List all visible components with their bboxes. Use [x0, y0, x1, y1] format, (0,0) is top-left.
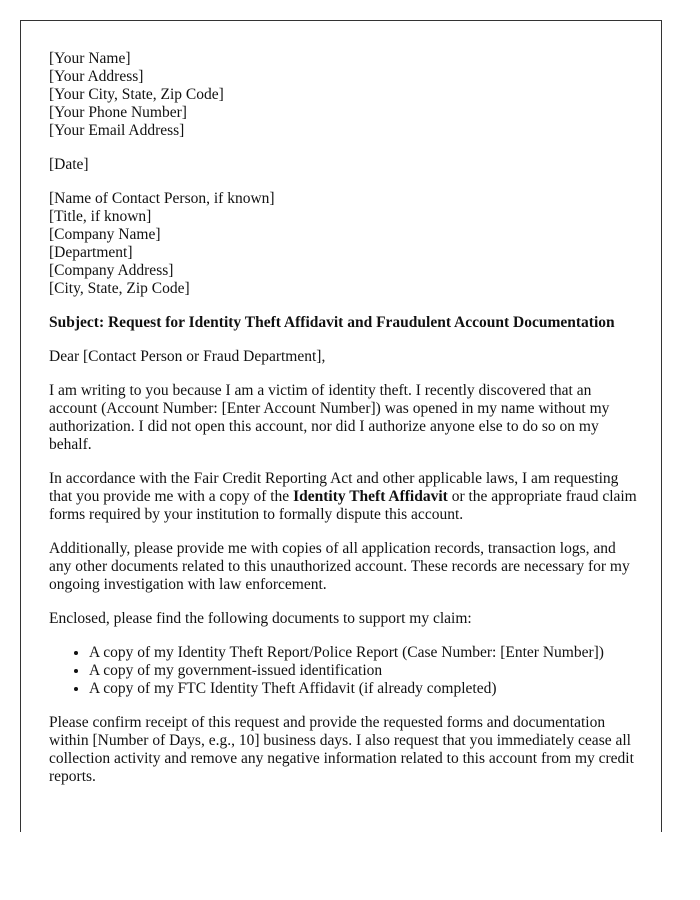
- sender-city: [Your City, State, Zip Code]: [49, 86, 224, 103]
- paragraph-enclosed-intro: Enclosed, please find the following documents to support my claim:: [49, 610, 472, 627]
- sender-email: [Your Email Address]: [49, 122, 185, 139]
- recipient-company: [Company Name]: [49, 226, 161, 243]
- recipient-department: [Department]: [49, 244, 133, 261]
- paragraph-confirmation-request: Please confirm receipt of this request and provide the requested forms and documentation within [Number of Days, e.g., 10] business days. I also request that you immediately cease all collection activity and remove any negative information related to this account from my credit reports.: [49, 714, 634, 785]
- recipient-address: [Company Address]: [49, 262, 174, 279]
- p2-text-after: or the appropriate fraud claim forms required by your institution to formally dispute this account.: [49, 488, 637, 523]
- p2-bold-text: Identity Theft Affidavit: [293, 488, 448, 505]
- salutation: Dear [Contact Person or Fraud Department],: [49, 348, 326, 365]
- enclosures-list: [49, 644, 641, 698]
- recipient-title: [Title, if known]: [49, 208, 152, 225]
- sender-address: [Your Address]: [49, 68, 144, 85]
- subject-line: Subject: Request for Identity Theft Affidavit and Fraudulent Account Documentation: [49, 314, 615, 331]
- recipient-block: [49, 190, 641, 298]
- paragraph-victim-statement: I am writing to you because I am a victim of identity theft. I recently discovered that an account (Account Number: [Enter Account Number]) was opened in my name without my authorization. I did not open this account, nor did I authorize anyone else to do so on my behalf.: [49, 382, 610, 453]
- recipient-contact: [Name of Contact Person, if known]: [49, 190, 275, 207]
- date-line: [Date]: [49, 156, 89, 173]
- paragraph-affidavit-request: [49, 470, 641, 524]
- sender-name: [Your Name]: [49, 50, 131, 67]
- paragraph-records-request: Additionally, please provide me with copies of all application records, transaction logs, and any other documents related to this unauthorized account. These records are necessary for my ongoing investigation with law enforcement.: [49, 540, 630, 593]
- enclosure-item: • A copy of my Identity Theft Report/Police Report (Case Number: [Enter Number]): [89, 644, 641, 662]
- enclosure-item: • A copy of my FTC Identity Theft Affidavit (if already completed): [89, 680, 641, 698]
- sender-block: [49, 50, 641, 140]
- p2-text-before: In accordance with the Fair Credit Reporting Act and other applicable laws, I am requesting that you provide me with a copy of the: [49, 470, 619, 505]
- recipient-city: [City, State, Zip Code]: [49, 280, 190, 297]
- sender-phone: [Your Phone Number]: [49, 104, 187, 121]
- letter-page: [20, 20, 662, 832]
- enclosure-item: • A copy of my government-issued identification: [89, 662, 641, 680]
